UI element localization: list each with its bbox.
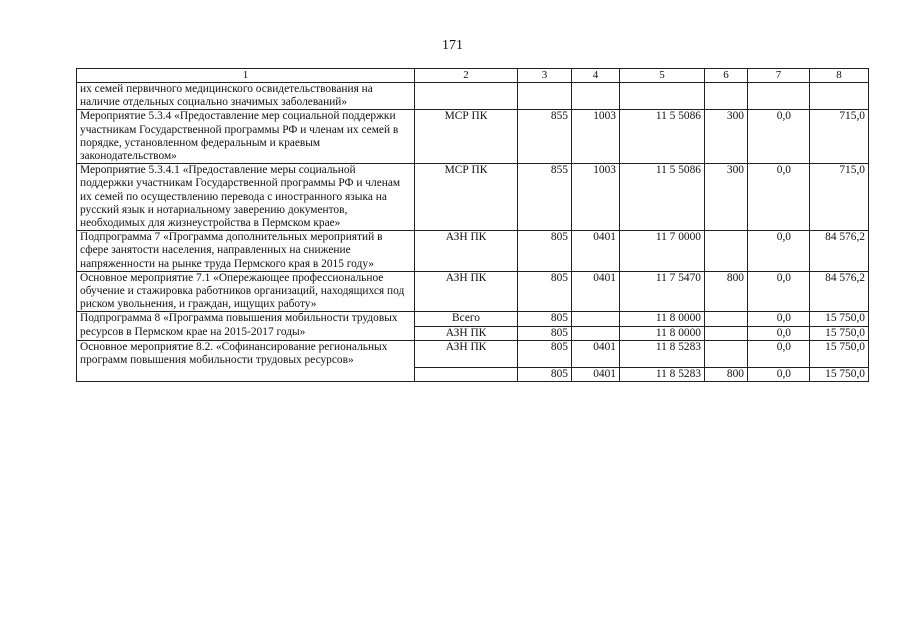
row-name: Подпрограмма 7 «Программа дополнительных мероприятий в сфере занятости населения, направленных на снижение напряженности на рынке труда Пермского края в 2015 году» bbox=[77, 231, 415, 272]
row-name: Основное мероприятие 8.2. «Софинансирование региональных программ повышения мобильности трудовых ресурсов» bbox=[77, 340, 415, 381]
row-c5: 11 7 0000 bbox=[620, 231, 705, 272]
table-row bbox=[77, 83, 869, 110]
row-c3 bbox=[518, 83, 572, 110]
row-c8: 15 750,0 bbox=[810, 367, 869, 381]
page-number: 171 bbox=[442, 38, 463, 53]
row-c7: 0,0 bbox=[748, 271, 810, 312]
row-c4 bbox=[572, 83, 620, 110]
row-c3: 805 bbox=[518, 367, 572, 381]
row-c6 bbox=[705, 231, 748, 272]
row-c7: 0,0 bbox=[748, 231, 810, 272]
row-name: Мероприятие 5.3.4.1 «Предоставление меры социальной поддержки участникам Государственной программы РФ и членам их семей по осуществлению перевода с иностранного языка на русский язык и нотариальному заверению документов, необходимых для жизнеустройства в Пермском крае» bbox=[77, 164, 415, 231]
table-row bbox=[77, 231, 869, 272]
row-c7: 0,0 bbox=[748, 340, 810, 367]
header-col-4: 4 bbox=[572, 69, 620, 83]
row-c6: 800 bbox=[705, 271, 748, 312]
header-col-5: 5 bbox=[620, 69, 705, 83]
row-c7: 0,0 bbox=[748, 312, 810, 326]
row-c4: 1003 bbox=[572, 110, 620, 164]
row-c4: 1003 bbox=[572, 164, 620, 231]
row-admin: МСР ПК bbox=[415, 164, 518, 231]
row-admin: АЗН ПК bbox=[415, 340, 518, 367]
row-c3: 805 bbox=[518, 271, 572, 312]
row-c4 bbox=[572, 326, 620, 340]
row-c8: 84 576,2 bbox=[810, 271, 869, 312]
table-row bbox=[77, 340, 869, 367]
header-col-7: 7 bbox=[748, 69, 810, 83]
row-admin: АЗН ПК bbox=[415, 231, 518, 272]
row-c8: 15 750,0 bbox=[810, 312, 869, 326]
header-col-6: 6 bbox=[705, 69, 748, 83]
table-row bbox=[77, 110, 869, 164]
row-c8: 715,0 bbox=[810, 164, 869, 231]
budget-table bbox=[76, 68, 869, 382]
row-c7: 0,0 bbox=[748, 110, 810, 164]
row-admin: АЗН ПК bbox=[415, 326, 518, 340]
row-c6 bbox=[705, 326, 748, 340]
row-c6 bbox=[705, 312, 748, 326]
row-c4: 0401 bbox=[572, 367, 620, 381]
table-row bbox=[77, 271, 869, 312]
row-c5: 11 5 5086 bbox=[620, 110, 705, 164]
header-col-8: 8 bbox=[810, 69, 869, 83]
header-col-1: 1 bbox=[77, 69, 415, 83]
row-name: Мероприятие 5.3.4 «Предоставление мер социальной поддержки участникам Государственной программы РФ и членам их семей в порядке, установленном федеральным и краевым законодательством» bbox=[77, 110, 415, 164]
row-c6: 800 bbox=[705, 367, 748, 381]
header-col-2: 2 bbox=[415, 69, 518, 83]
header-row bbox=[77, 69, 869, 83]
row-c7 bbox=[748, 83, 810, 110]
row-c8 bbox=[810, 83, 869, 110]
row-c3: 805 bbox=[518, 326, 572, 340]
row-c8: 15 750,0 bbox=[810, 326, 869, 340]
row-c6: 300 bbox=[705, 164, 748, 231]
row-c6 bbox=[705, 83, 748, 110]
row-c5: 11 8 5283 bbox=[620, 367, 705, 381]
row-c5: 11 7 5470 bbox=[620, 271, 705, 312]
row-c5: 11 8 0000 bbox=[620, 326, 705, 340]
row-c3: 805 bbox=[518, 231, 572, 272]
row-admin: Всего bbox=[415, 312, 518, 326]
row-c3: 805 bbox=[518, 340, 572, 367]
row-c3: 855 bbox=[518, 164, 572, 231]
row-c5: 11 8 0000 bbox=[620, 312, 705, 326]
header-col-3: 3 bbox=[518, 69, 572, 83]
row-c3: 855 bbox=[518, 110, 572, 164]
row-c8: 84 576,2 bbox=[810, 231, 869, 272]
row-c4 bbox=[572, 312, 620, 326]
table-row bbox=[77, 312, 869, 326]
row-c7: 0,0 bbox=[748, 164, 810, 231]
row-c3: 805 bbox=[518, 312, 572, 326]
table-row bbox=[77, 164, 869, 231]
row-c6: 300 bbox=[705, 110, 748, 164]
row-c8: 715,0 bbox=[810, 110, 869, 164]
row-c4: 0401 bbox=[572, 271, 620, 312]
row-admin bbox=[415, 367, 518, 381]
row-c5: 11 5 5086 bbox=[620, 164, 705, 231]
row-name: Подпрограмма 8 «Программа повышения мобильности трудовых ресурсов в Пермском крае на 2015-2017 годы» bbox=[77, 312, 415, 340]
row-c5: 11 8 5283 bbox=[620, 340, 705, 367]
row-c6 bbox=[705, 340, 748, 367]
row-c4: 0401 bbox=[572, 231, 620, 272]
row-name: Основное мероприятие 7.1 «Опережающее профессиональное обучение и стажировка работников организаций, находящихся под риском увольнения, и граждан, ищущих работу» bbox=[77, 271, 415, 312]
row-admin: МСР ПК bbox=[415, 110, 518, 164]
row-c4: 0401 bbox=[572, 340, 620, 367]
row-c7: 0,0 bbox=[748, 367, 810, 381]
row-admin bbox=[415, 83, 518, 110]
row-name: их семей первичного медицинского освидетельствования на наличие отдельных социально значимых заболеваний» bbox=[77, 83, 415, 110]
row-c8: 15 750,0 bbox=[810, 340, 869, 367]
row-c5 bbox=[620, 83, 705, 110]
row-c7: 0,0 bbox=[748, 326, 810, 340]
row-admin: АЗН ПК bbox=[415, 271, 518, 312]
